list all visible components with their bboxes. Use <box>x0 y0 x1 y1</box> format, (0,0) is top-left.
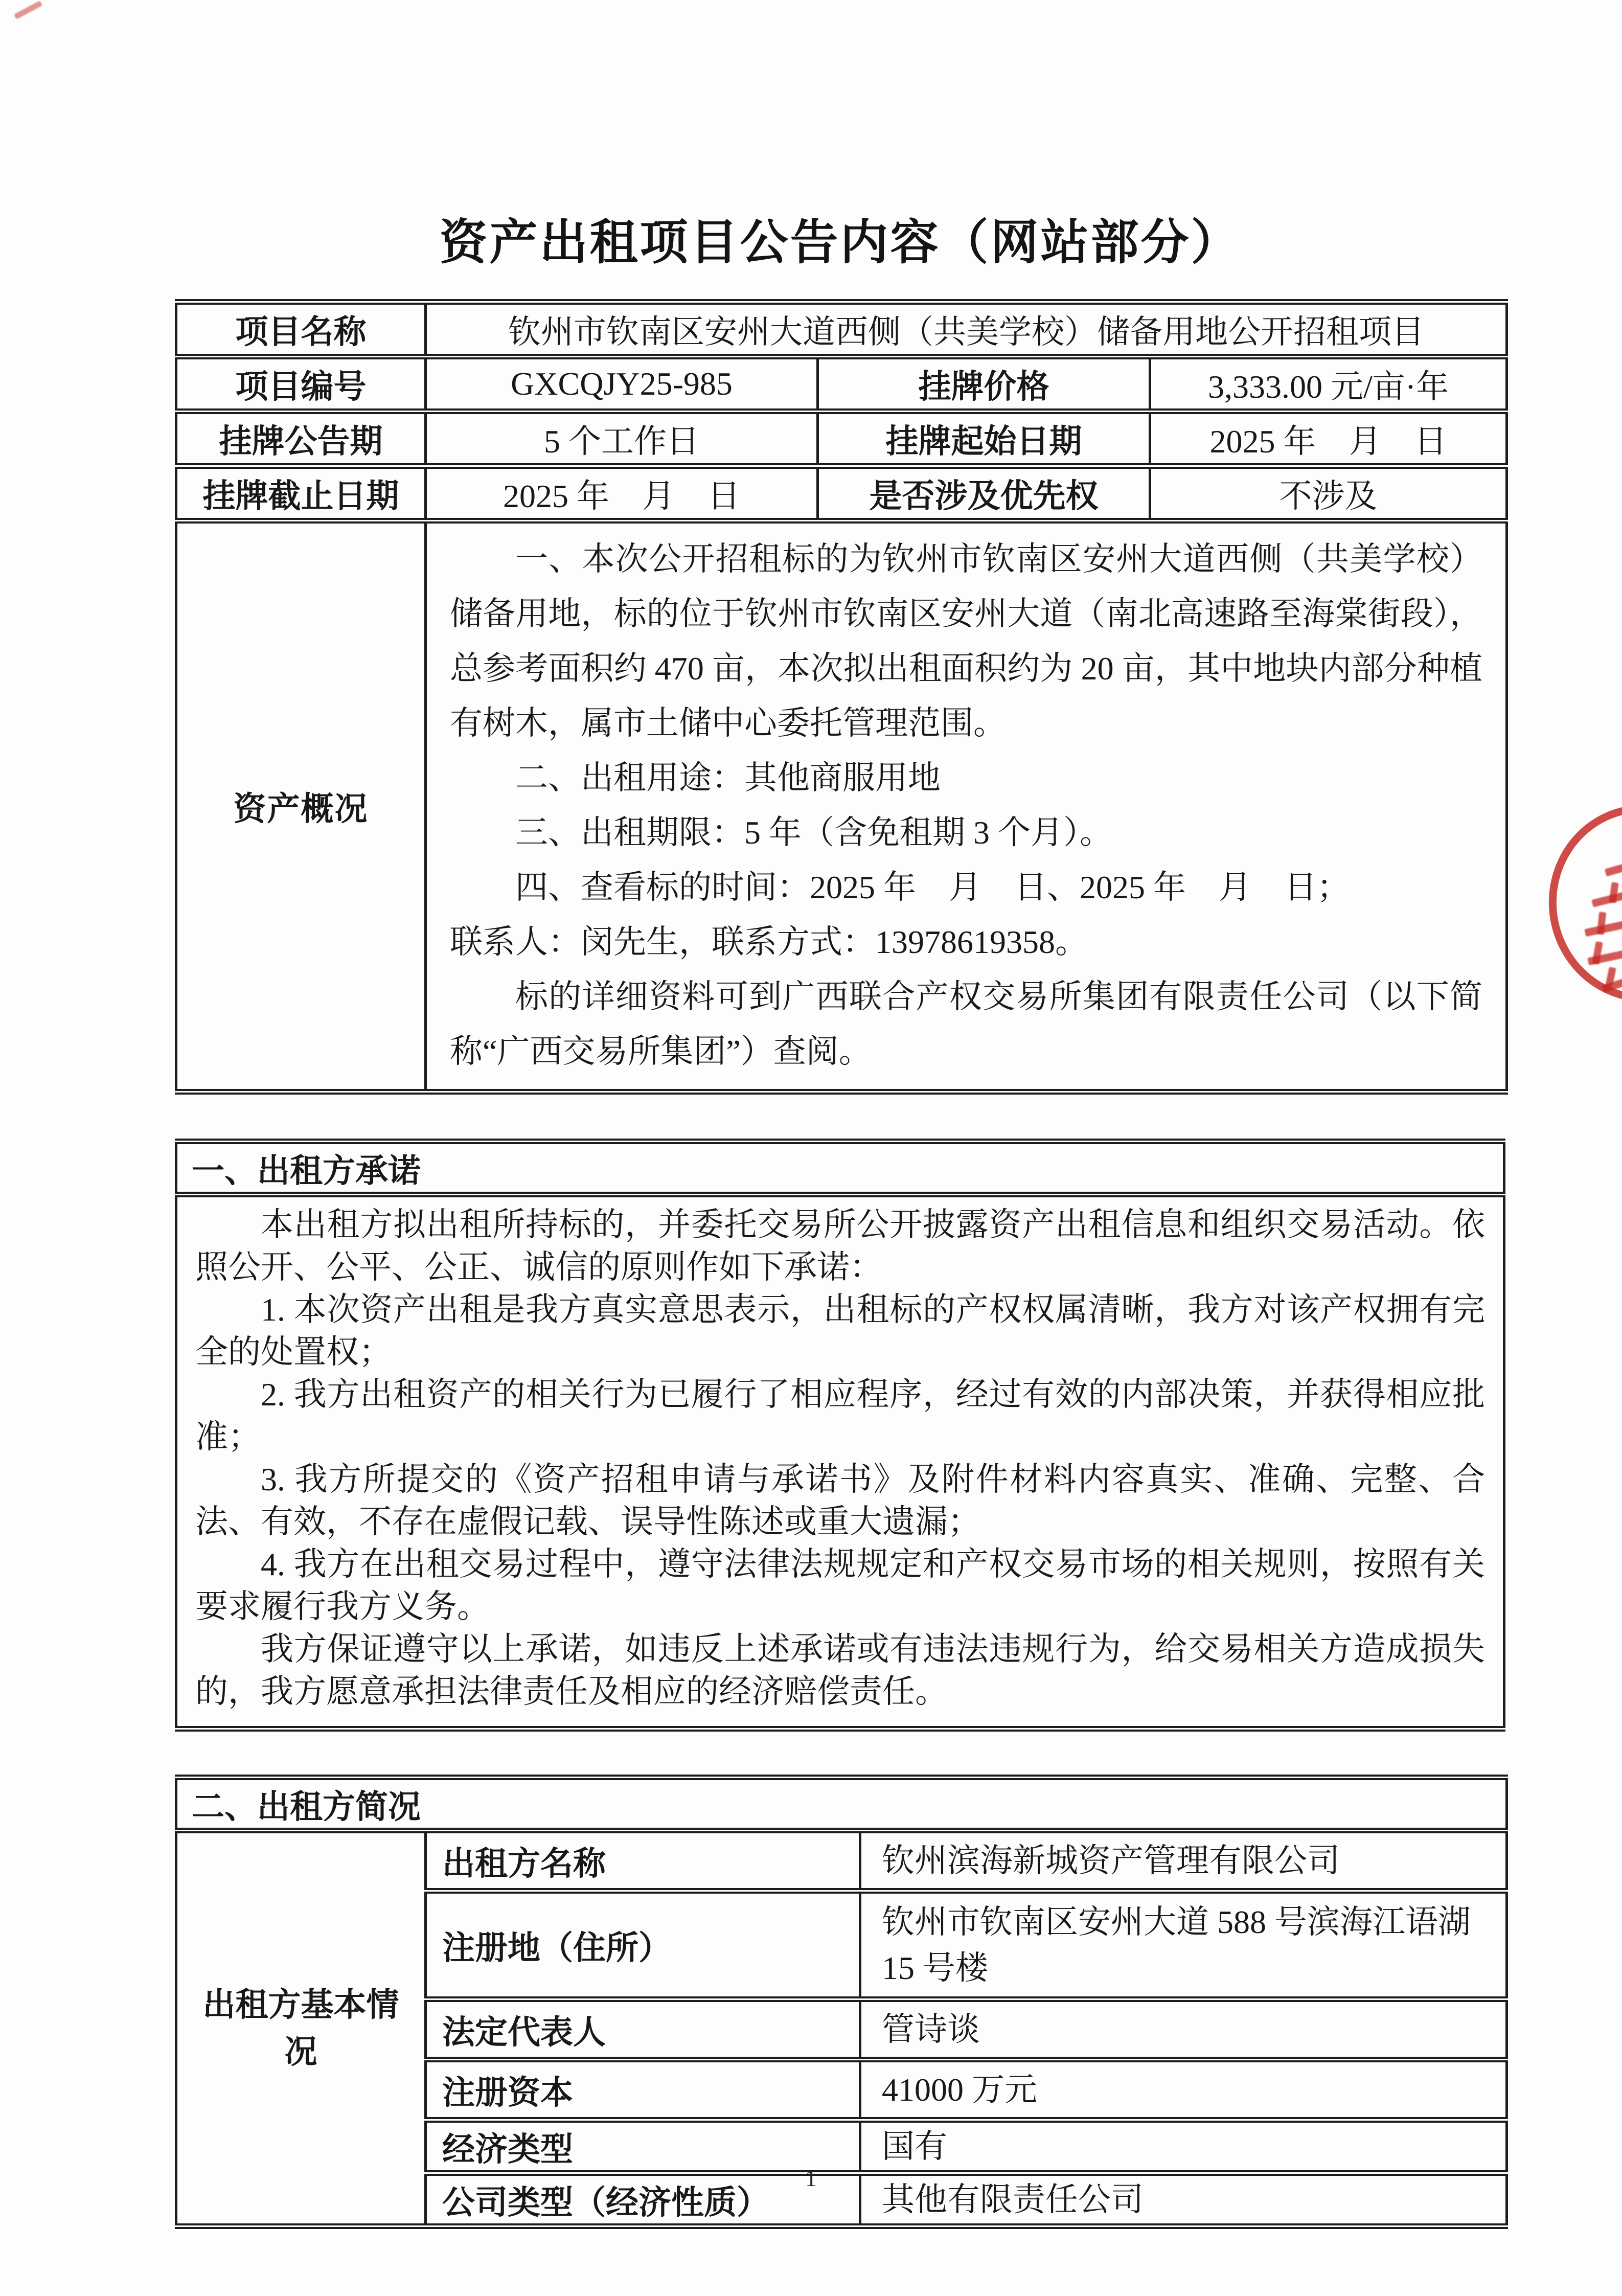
registered-capital-value: 41000 万元 <box>860 2060 1507 2120</box>
project-info-table <box>175 299 1508 1095</box>
table-row <box>176 412 1507 466</box>
listing-start-date-value: 2025 年 月 日 <box>1150 412 1507 466</box>
promise-paragraph: 本出租方拟出租所持标的，并委托交易所公开披露资产出租信息和组织交易活动。依照公开、公平、公正、诚信的原则作如下承诺： <box>195 1207 1485 1285</box>
asset-overview-label: 资产概况 <box>176 521 426 1092</box>
legal-representative-value: 管诗谈 <box>860 1999 1507 2060</box>
project-number-value: GXCQJY25-985 <box>426 357 818 412</box>
listing-start-date-label: 挂牌起始日期 <box>818 412 1150 466</box>
priority-right-value: 不涉及 <box>1150 466 1507 521</box>
promise-paragraph: 4. 我方在出租交易过程中，遵守法律法规规定和产权交易市场的相关规则，按照有关要求履行我方义务。 <box>195 1546 1485 1625</box>
table-row <box>176 1778 1507 1831</box>
lessor-group-label: 出租方基本情况 <box>176 1831 426 2226</box>
project-name-label: 项目名称 <box>176 302 426 357</box>
overview-paragraph: 标的详细资料可到广西联合产权交易所集团有限责任公司（以下简称“广西交易所集团”）查阅。 <box>450 979 1483 1070</box>
promises-section-title: 一、出租方承诺 <box>176 1142 1504 1195</box>
table-row <box>176 302 1507 357</box>
lessor-profile-table <box>175 1775 1508 2229</box>
overview-paragraph: 三、出租期限：5 年（含免租期 3 个月）。 <box>515 814 1112 851</box>
table-row <box>176 1142 1504 1195</box>
promise-paragraph: 2. 我方出租资产的相关行为已履行了相应程序，经过有效的内部决策，并获得相应批准； <box>195 1376 1485 1455</box>
promises-body <box>176 1195 1504 1729</box>
document-title: 资产出租项目公告内容（网站部分） <box>439 215 1241 269</box>
overview-paragraph: 四、查看标的时间：2025 年 月 日、2025 年 月 日； <box>515 869 1350 905</box>
listing-end-date-label: 挂牌截止日期 <box>176 466 426 521</box>
page-number: 1 <box>805 2165 817 2191</box>
asset-overview-content <box>426 521 1507 1092</box>
listing-price-value: 3,333.00 元/亩·年 <box>1150 357 1507 412</box>
lessor-name-label: 出租方名称 <box>426 1831 860 1891</box>
overview-paragraph: 联系人：闵先生，联系方式：13978619358。 <box>450 924 1088 960</box>
table-row <box>176 1195 1504 1729</box>
table-row <box>176 357 1507 412</box>
document-content <box>175 0 1505 2229</box>
listing-end-date-value: 2025 年 月 日 <box>426 466 818 521</box>
scan-artifact-mark <box>14 1 42 19</box>
listing-period-value: 5 个工作日 <box>426 412 818 466</box>
economic-type-value: 国有 <box>860 2120 1507 2173</box>
table-row <box>176 521 1507 1092</box>
lessor-promises-table <box>175 1139 1505 1732</box>
project-name-value: 钦州市钦南区安州大道西侧（共美学校）储备用地公开招租项目 <box>426 302 1507 357</box>
legal-representative-label: 法定代表人 <box>426 1999 860 2060</box>
project-number-label: 项目编号 <box>176 357 426 412</box>
promise-paragraph: 1. 本次资产出租是我方真实意思表示，出租标的产权权属清晰，我方对该产权拥有完全的处置权； <box>195 1291 1485 1370</box>
official-seal-stamp <box>1545 801 1622 1026</box>
promise-paragraph: 3. 我方所提交的《资产招租申请与承诺书》及附件材料内容真实、准确、完整、合法、有效，不存在虚假记载、误导性陈述或重大遗漏； <box>195 1461 1485 1540</box>
registered-address-value: 钦州市钦南区安州大道 588 号滨海江语湖 15 号楼 <box>860 1891 1507 1999</box>
company-type-value: 其他有限责任公司 <box>860 2173 1507 2226</box>
table-row <box>176 466 1507 521</box>
company-type-label: 公司类型（经济性质） <box>426 2173 860 2226</box>
listing-period-label: 挂牌公告期 <box>176 412 426 466</box>
promise-paragraph: 我方保证遵守以上承诺，如违反上述承诺或有违法违规行为，给交易相关方造成损失的，我方愿意承担法律责任及相应的经济赔偿责任。 <box>195 1631 1485 1710</box>
economic-type-label: 经济类型 <box>426 2120 860 2173</box>
overview-paragraph: 二、出租用途：其他商服用地 <box>515 760 941 796</box>
registered-address-label: 注册地（住所） <box>426 1891 860 1999</box>
table-row <box>176 1831 1507 1891</box>
lessor-name-value: 钦州滨海新城资产管理有限公司 <box>860 1831 1507 1891</box>
registered-capital-label: 注册资本 <box>426 2060 860 2120</box>
priority-right-label: 是否涉及优先权 <box>818 466 1150 521</box>
overview-paragraph: 一、本次公开招租标的为钦州市钦南区安州大道西侧（共美学校）储备用地，标的位于钦州市钦南区安州大道（南北高速路至海棠街段），总参考面积约 470 亩，本次拟出租面积约为 20 亩，其中地块内部分种植有树木，属市土储中心委托管理范围。 <box>450 541 1483 741</box>
listing-price-label: 挂牌价格 <box>818 357 1150 412</box>
lessor-section-title: 二、出租方简况 <box>176 1778 1507 1831</box>
